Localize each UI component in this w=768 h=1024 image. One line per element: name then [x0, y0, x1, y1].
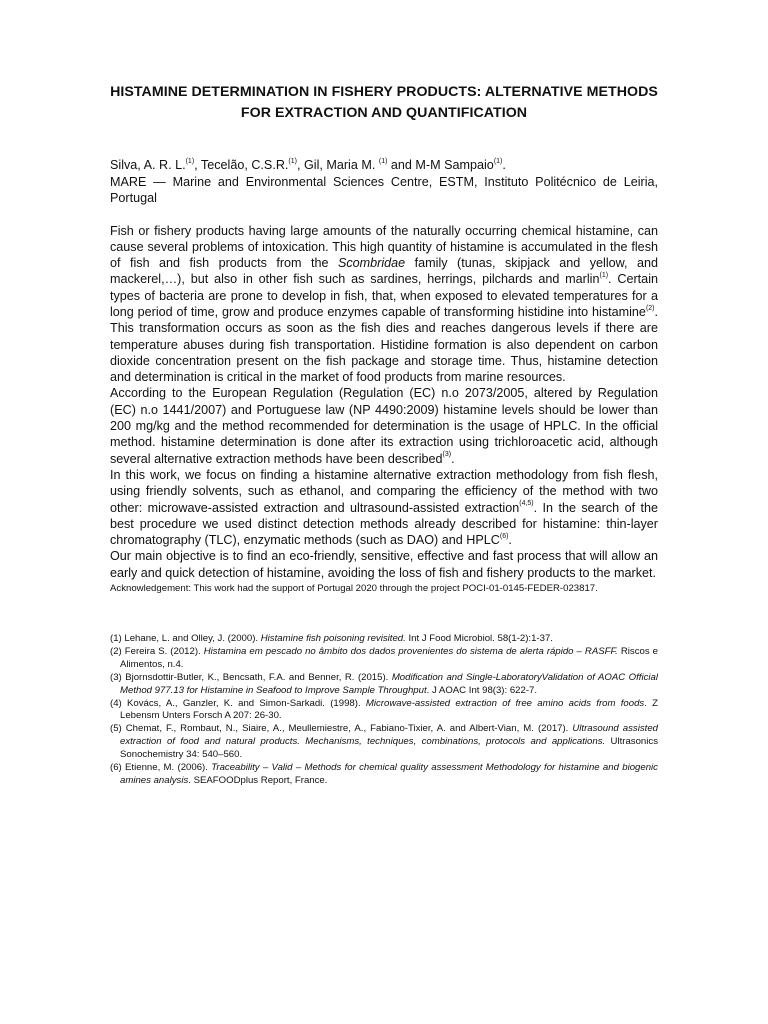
- abstract-body: [110, 223, 658, 582]
- reference-list: [110, 633, 658, 788]
- paper-title: HISTAMINE DETERMINATION IN FISHERY PRODUCTS: ALTERNATIVE METHODS FOR EXTRACTION AND QUANTIFICATION: [110, 84, 658, 121]
- affiliation-mark: (1): [185, 157, 195, 165]
- reference-item: (1) Lehane, L. and Olley, J. (2000). Histamine fish poisoning revisited. Int J Food Microbiol. 58(1-2):1-37.: [110, 633, 553, 645]
- paragraph-objective: Our main objective is to find an eco-friendly, sensitive, effective and fast process that will allow an early and quick detection of histamine, avoiding the loss of fish and fishery products to the market.: [110, 549, 658, 580]
- reference-item: (5) Chemat, F., Rombaut, N., Siaire, A., Meullemiestre, A., Fabiano-Tixier, A. and Albert-Vian, M. (2017). Ultrasound assisted extraction of food and natural products. Mechanisms, techniques, combinations, protocols and applications. Ultrasonics Sonochemistry 34: 540–560.: [110, 723, 658, 761]
- affiliation-mark: (1): [288, 157, 297, 165]
- citation-mark: (6): [499, 532, 509, 540]
- author-name: Silva, A. R. L.: [110, 158, 186, 172]
- reference-item: (3) Bjornsdottir-Butler, K., Bencsath, F.A. and Benner, R. (2015). Modification and Single-LaboratoryValidation of AOAC Official Method 977.13 for Histamine in Seafood to Improve Sample Throughput. J AOAC Int 98(3): 622-7.: [110, 671, 658, 696]
- taxon-italic: Scombridae: [337, 256, 406, 271]
- author-name: and M-M Sampaio: [387, 158, 494, 172]
- acknowledgement: Acknowledgement: This work had the support of Portugal 2020 through the project POCI-01-0145-FEDER-023817.: [110, 583, 598, 595]
- affiliation-mark: (1): [493, 157, 503, 165]
- citation-mark: (4,5): [519, 500, 534, 508]
- affiliation: MARE — Marine and Environmental Sciences Centre, ESTM, Instituto Politécnico de Leiria, Portugal: [110, 174, 658, 205]
- paragraph-regulation: According to the European Regulation (Regulation (EC) n.o 2073/2005, altered by Regulation (EC) n.o 1441/2007) and Portuguese law (NP 4490:2009) histamine levels should be lower than 200 mg/kg and the method recommended for determination is the usage of HPLC. In the official method. histamine determination is done after its extraction using trichloroacetic acid, although several alternative extraction methods have been described$^{(3)}$.: [110, 386, 658, 466]
- author-name: , Tecelão, C.S.R.: [194, 158, 289, 172]
- author-name: , Gil, Maria M.: [296, 158, 379, 172]
- paragraph-methods: In this work, we focus on finding a histamine alternative extraction methodology from fish flesh, using friendly solvents, such as ethanol, and comparing the efficiency of the method with two other: microwave-assisted extraction and ultrasound-assisted extraction$^{(4,5)}$. In the search of the best procedure we used distinct detection methods already described for histamine: thin-layer chromatography (TLC), enzymatic methods (such as DAO) and HPLC$^{(6)}$.: [110, 467, 658, 548]
- citation-mark: (1): [599, 272, 609, 280]
- affiliation-mark: (1): [378, 157, 388, 165]
- reference-item: (6) Etienne, M. (2006). Traceability – Valid – Methods for chemical quality assessment Methodology for histamine and biogenic amines analysis. SEAFOODplus Report, France.: [110, 762, 658, 786]
- reference-item: (4) Kovács, A., Ganzler, K. and Simon-Sarkadi. (1998). Microwave-assisted extraction of free amino acids from foods. Z Lebensm Unters Forsch A 207: 26-30.: [110, 697, 658, 722]
- citation-mark: (3): [442, 451, 452, 459]
- reference-item: (2) Fereira S. (2012). Histamina em pescado no âmbito dos dados provenientes do sistema de alerta rápido – RASFF. Riscos e Alimentos, n.4.: [110, 645, 658, 670]
- paragraph-intro: Fish or fishery products having large amounts of the naturally occurring chemical histamine, can cause several problems of intoxication. This high quantity of histamine is accumulated in the flesh of fish and fish products from the Scombridae family (tunas, skipjack and yellow, and mackerel,…), but also in other fish such as sardines, herrings, pilchards and marlin$^{(1)}$. Certain types of bacteria are prone to develop in fish, that, when exposed to elevated temperatures for a long period of time, grow and produce enzymes capable of transforming histidine into histamine$^{(2)}$. This transformation occurs as soon as the fish dies and reaches dangerous levels if there are temperature abuses during fish transportation. Histidine formation is also dependent on carbon dioxide concentration present on the fish package and storage time. Thus, histamine detection and determination is critical in the market of food products from marine resources.: [110, 223, 658, 385]
- citation-mark: (2): [645, 304, 655, 312]
- paper-page: [110, 82, 658, 788]
- author-list: Silva, A. R. L.$^{(1)}$, Tecelão, C.S.R.$^{(1)}$, Gil, Maria M. $^{(1)}$ and M-M Sampaio$^{(1)}$.: [110, 157, 506, 172]
